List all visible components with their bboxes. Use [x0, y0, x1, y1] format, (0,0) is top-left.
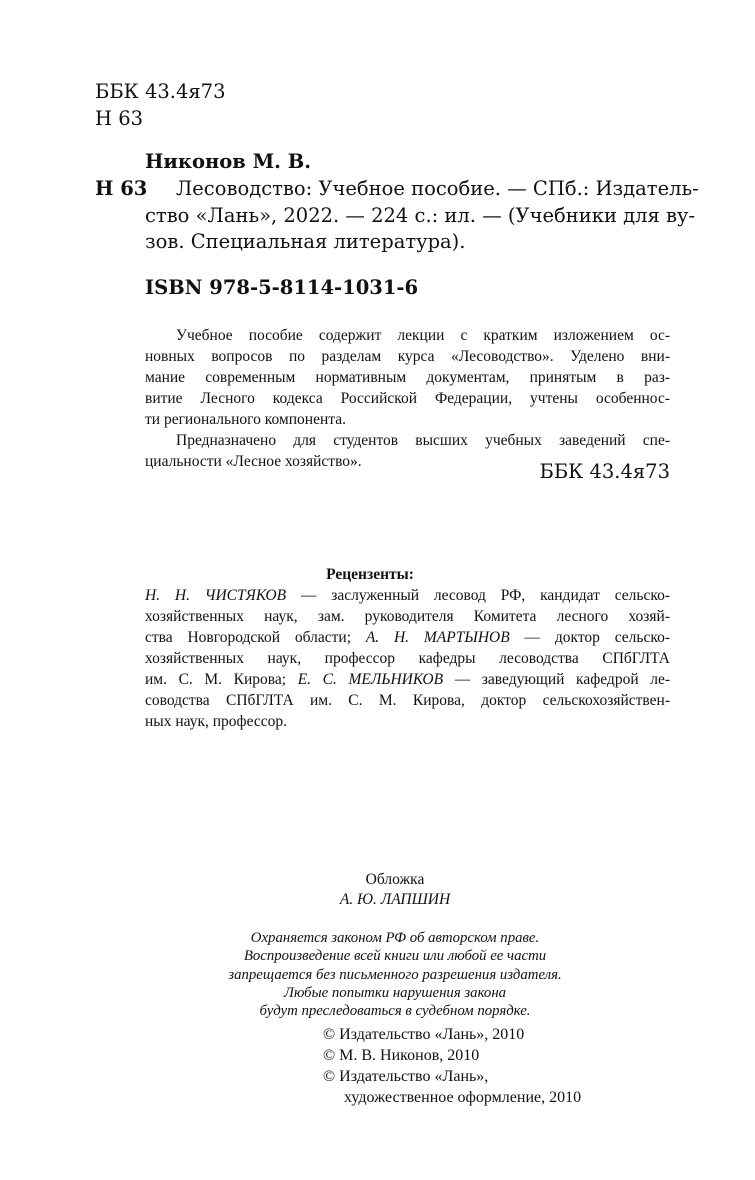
abstract-bbk: ББК 43.4я73 — [539, 460, 670, 483]
copyright-notice — [195, 929, 595, 1020]
notice-line: Воспроизведение всей книги или любой ее части — [243, 948, 547, 965]
reviewers-line: им. С. М. Кирова; Е. С. МЕЛЬНИКОВ — заведующий кафедрой ле- — [145, 671, 670, 688]
abstract-line: витие Лесного кодекса Российской Федерации, учтены особеннос- — [145, 390, 670, 407]
bib-description — [145, 176, 699, 256]
cover-label: Обложка — [365, 871, 425, 888]
abstract-line: ти регионального компонента. — [145, 411, 346, 428]
abstract-line: мание современным нормативным документам, принятым в раз- — [145, 369, 670, 386]
reviewers-line: соводства СПбГЛТА им. С. М. Кирова, доктор сельскохозяйствен- — [145, 692, 670, 709]
isbn: ISBN 978-5-8114-1031-6 — [145, 276, 419, 299]
reviewers-line: хозяйственных наук, профессор кафедры лесоводства СПбГЛТА — [145, 650, 670, 667]
abstract-line: циальности «Лесное хозяйство». — [145, 453, 362, 470]
reviewer-name: Е. С. МЕЛЬНИКОВ — [297, 671, 444, 688]
reviewers-line: Н. Н. ЧИСТЯКОВ — заслуженный лесовод РФ, кандидат сельско- — [145, 587, 670, 604]
bib-desc-line: ство «Лань», 2022. — 224 с.: ил. — (Учебники для ву- — [145, 203, 696, 227]
bib-author-mark: Н 63 — [95, 177, 148, 200]
abstract-line: Учебное пособие содержит лекции с кратким изложением ос- — [176, 327, 670, 344]
reviewers-line: ства Новгородской области; А. Н. МАРТЫНОВ — доктор сельско- — [145, 629, 670, 646]
reviewers-heading: Рецензенты: — [326, 566, 414, 583]
bbk-code: ББК 43.4я73 — [95, 80, 226, 103]
abstract — [145, 325, 670, 472]
copyright-line: © М. В. Никонов, 2010 — [323, 1047, 480, 1064]
copyright-line: художественное оформление, 2010 — [344, 1089, 582, 1106]
classification-block — [95, 79, 225, 132]
reviewers-body — [145, 585, 670, 732]
author-mark: Н 63 — [95, 106, 144, 130]
reviewer-name: А. Н. МАРТЫНОВ — [365, 629, 510, 646]
author-name: Никонов М. В. — [145, 150, 312, 173]
reviewers-line: хозяйственных наук, зам. руководителя Комитета лесного хозяй- — [145, 608, 670, 625]
bib-desc-line: зов. Специальная литература). — [145, 230, 466, 253]
copyright-line: © Издательство «Лань», 2010 — [323, 1026, 525, 1043]
notice-line: запрещается без письменного разрешения издателя. — [228, 966, 562, 983]
reviewers-line: ных наук, профессор. — [145, 713, 287, 730]
notice-line: Охраняется законом РФ об авторском праве. — [250, 930, 540, 946]
cover-artist: А. Ю. ЛАПШИН — [339, 891, 451, 908]
notice-line: будут преследоваться в судебном порядке. — [259, 1003, 531, 1020]
reviewer-name: Н. Н. ЧИСТЯКОВ — [145, 587, 287, 604]
notice-line: Любые попытки нарушения закона — [283, 984, 507, 1001]
abstract-line: новных вопросов по разделам курса «Лесоводство». Уделено вни- — [145, 348, 670, 365]
bib-desc-line: Лесоводство: Учебное пособие. — СПб.: Издатель- — [176, 177, 699, 200]
copyright-line: © Издательство «Лань», — [323, 1068, 489, 1085]
abstract-line: Предназначено для студентов высших учебных заведений спе- — [176, 432, 670, 449]
copyright-block — [323, 1024, 581, 1108]
